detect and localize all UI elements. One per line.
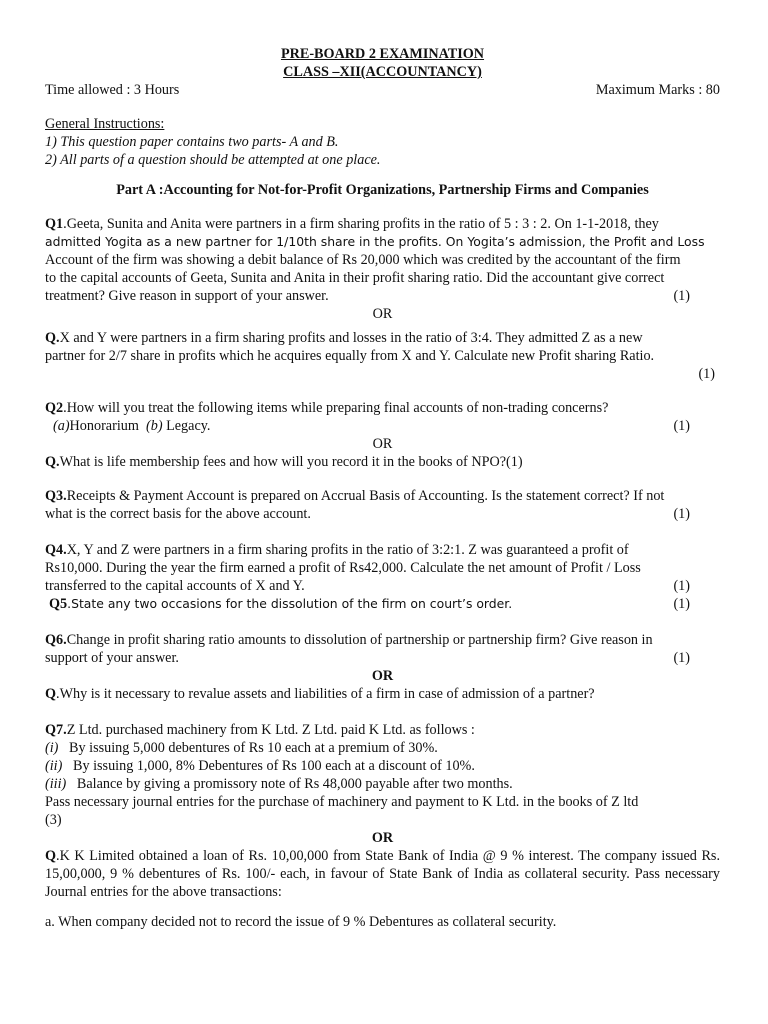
item-label: (iii): [45, 776, 67, 792]
question-number: Q6.: [45, 632, 67, 648]
question-text: .State any two occasions for the dissolution of the firm on court’s order.: [67, 596, 513, 611]
exam-meta-row: [45, 81, 720, 99]
question-text: Pass necessary journal entries for the purchase of machinery and payment to K Ltd. in the books of Z ltd: [45, 794, 639, 810]
question-text: treatment? Give reason in support of your answer.: [45, 288, 329, 304]
question-number: Q1: [45, 216, 64, 232]
question-text: transferred to the capital accounts of X and Y.: [45, 578, 305, 594]
question-7: [45, 721, 720, 829]
question-text: what is the correct basis for the above account.: [45, 506, 311, 522]
question-text: admitted Yogita as a new partner for 1/10th share in the profits. On Yogita’s admission, the Profit and Loss: [45, 234, 705, 249]
question-text: Rs10,000. During the year the firm earned a profit of Rs42,000. Calculate the net amount of Profit / Loss: [45, 560, 641, 576]
instruction-item: 2) All parts of a question should be attempted at one place.: [45, 152, 381, 168]
question-7-part-a: a. When company decided not to record the issue of 9 % Debentures as collateral security.: [45, 914, 557, 930]
question-number: Q7.: [45, 722, 67, 738]
question-marks: (1): [673, 578, 690, 594]
question-marks: (1): [673, 506, 690, 522]
question-number: Q.: [45, 454, 60, 470]
question-text: Account of the firm was showing a debit balance of Rs 20,000 which was credited by the accountant of the firm: [45, 252, 681, 268]
question-number: Q2: [45, 400, 64, 416]
question-3: [45, 487, 720, 523]
item-text: Legacy.: [162, 418, 211, 434]
or-separator: OR: [372, 306, 393, 322]
question-number: Q.: [45, 330, 60, 346]
question-1-alternative: [45, 329, 720, 383]
question-2: [45, 399, 720, 435]
question-6-alternative: [45, 685, 720, 703]
question-4: [45, 541, 720, 595]
item-text: Balance by giving a promissory note of Rs 48,000 payable after two months.: [66, 776, 513, 792]
question-marks: (1): [698, 366, 715, 382]
exam-paper: [45, 45, 720, 931]
exam-title: PRE-BOARD 2 EXAMINATION: [280, 46, 485, 62]
or-separator: OR: [371, 668, 394, 684]
item-label: (a): [53, 418, 70, 434]
time-allowed: Time allowed : 3 Hours: [45, 82, 180, 98]
question-2-alternative: [45, 453, 720, 471]
question-text: partner for 2/7 share in profits which he acquires equally from X and Y. Calculate new Profit sharing Ratio.: [45, 348, 655, 364]
question-number: Q4.: [45, 542, 67, 558]
question-marks: (1): [673, 288, 690, 304]
question-text: X and Y were partners in a firm sharing profits and losses in the ratio of 3:4. They admitted Z as a new: [59, 330, 643, 346]
question-text: .K K Limited obtained a loan of Rs. 10,00,000 from State Bank of India @ 9 % interest. The company issued Rs. 15,00,000, 9 % debentures of Rs. 100/- each, in favour of State Bank of India as collateral security. Pass necessary Journal entries for the above transactions:: [45, 848, 720, 900]
question-text: .How will you treat the following items while preparing final accounts of non-trading concerns?: [63, 400, 609, 416]
exam-class: CLASS –XII(ACCOUNTANCY): [283, 64, 482, 80]
item-label: (i): [45, 740, 59, 756]
item-text: By issuing 1,000, 8% Debentures of Rs 100 each at a discount of 10%.: [62, 758, 475, 774]
question-text: .Geeta, Sunita and Anita were partners in a firm sharing profits in the ratio of 5 : 3 : 2. On 1-1-2018, they: [63, 216, 659, 232]
question-text: Receipts & Payment Account is prepared on Accrual Basis of Accounting. Is the statement correct? If not: [66, 488, 665, 504]
item-text: Honorarium: [69, 418, 139, 434]
question-7-alternative: [45, 847, 720, 901]
question-text: What is life membership fees and how will you record it in the books of NPO?(1): [59, 454, 523, 470]
question-text: Z Ltd. purchased machinery from K Ltd. Z Ltd. paid K Ltd. as follows :: [66, 722, 475, 738]
question-number: Q: [45, 848, 57, 864]
instructions-heading: General Instructions:: [45, 116, 165, 132]
question-number: Q5: [49, 596, 68, 612]
question-number: Q3.: [45, 488, 67, 504]
question-marks: (1): [673, 650, 690, 666]
question-number: Q: [45, 686, 57, 702]
question-1: [45, 215, 720, 305]
or-separator: OR: [371, 830, 394, 846]
question-marks: (1): [673, 418, 690, 434]
question-text: .Why is it necessary to revalue assets and liabilities of a firm in case of admission of a partner?: [56, 686, 595, 702]
question-5: [45, 595, 720, 613]
item-text: By issuing 5,000 debentures of Rs 10 each at a premium of 30%.: [58, 740, 438, 756]
question-text: to the capital accounts of Geeta, Sunita and Anita in their profit sharing ratio. Did the accountant give correct: [45, 270, 665, 286]
question-text: X, Y and Z were partners in a firm sharing profits in the ratio of 3:2:1. Z was guaranteed a profit of: [66, 542, 629, 558]
question-6: [45, 631, 720, 667]
question-marks: (1): [673, 596, 690, 612]
instruction-item: 1) This question paper contains two parts- A and B.: [45, 134, 339, 150]
item-label: (ii): [45, 758, 63, 774]
part-a-title: Part A :Accounting for Not-for-Profit Organizations, Partnership Firms and Companies: [116, 182, 649, 198]
or-separator: OR: [372, 436, 393, 452]
item-label: (b): [146, 418, 163, 434]
question-text: support of your answer.: [45, 650, 179, 666]
maximum-marks: Maximum Marks : 80: [595, 82, 720, 98]
question-marks: (3): [45, 812, 62, 828]
question-text: Change in profit sharing ratio amounts to dissolution of partnership or partnership firm? Give reason in: [66, 632, 653, 648]
